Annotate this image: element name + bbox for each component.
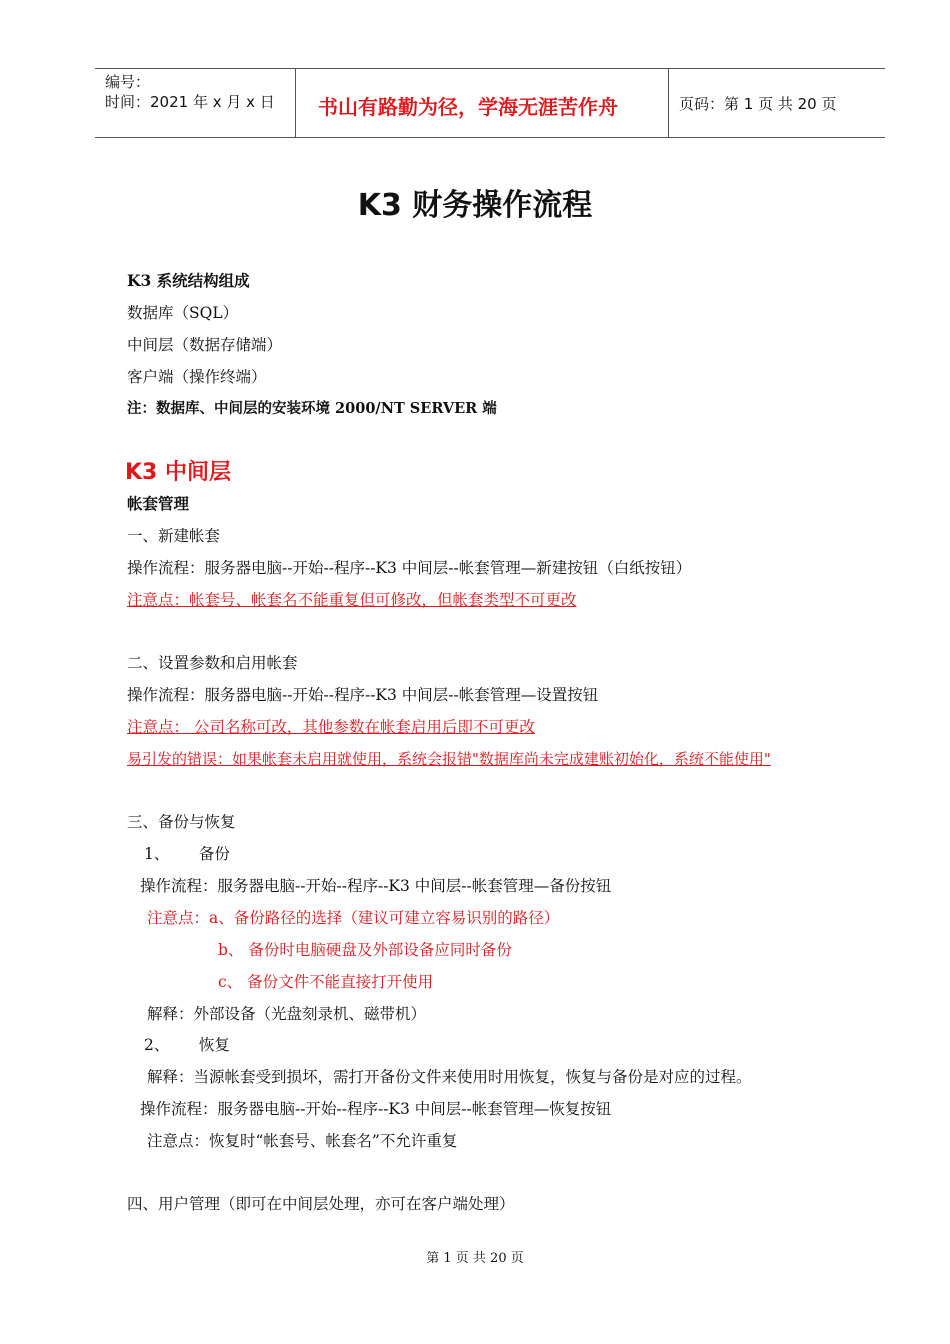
step-heading: 三、备份与恢复: [127, 813, 236, 831]
header-motto-cell: [296, 69, 669, 137]
intro-heading: K3 系统结构组成: [127, 271, 250, 290]
step-heading: 一、新建帐套: [127, 527, 221, 545]
step-heading: 二、设置参数和启用帐套: [127, 654, 298, 672]
procedure-line: 操作流程：服务器电脑--开始--程序--K3 中间层--帐套管理—恢复按钮: [140, 1100, 612, 1118]
page-footer: 第 1 页 共 20 页: [426, 1251, 524, 1266]
explanation-line: 解释：外部设备（光盘刻录机、磁带机）: [147, 1005, 427, 1023]
note-line: 注意点：帐套号、帐套名不能重复但可修改，但帐套类型不可更改: [127, 591, 577, 609]
sub-step: 2、 恢复: [144, 1036, 230, 1054]
procedure-line: 操作流程：服务器电脑--开始--程序--K3 中间层--帐套管理—新建按钮（白纸按钮）: [127, 559, 692, 577]
header-meta-cell: [95, 69, 296, 137]
sub-step: 1、 备份: [144, 845, 230, 863]
section-subheading: 帐套管理: [127, 494, 190, 513]
note-line: b、 备份时电脑硬盘及外部设备应同时备份: [218, 941, 512, 959]
page-header: [95, 68, 885, 138]
intro-note: 注：数据库、中间层的安装环境 2000/NT SERVER 端: [127, 400, 497, 417]
note-line: 注意点：a、备份路径的选择（建议可建立容易识别的路径）: [147, 909, 560, 927]
note-line: 注意点：恢复时“帐套号、帐套名”不允许重复: [147, 1132, 458, 1150]
intro-item: 中间层（数据存储端）: [127, 336, 283, 354]
document-title: K3 财务操作流程: [357, 188, 593, 223]
intro-item: 客户端（操作终端）: [127, 368, 267, 386]
section-heading: K3 中间层: [125, 460, 232, 485]
note-line: 注意点： 公司名称可改，其他参数在帐套启用后即不可更改: [127, 718, 535, 736]
header-motto: 书山有路勤为径，学海无涯苦作舟: [318, 95, 618, 119]
header-time: 时间：2021 年 x 月 x 日: [105, 93, 275, 111]
error-line: 易引发的错误：如果帐套未启用就使用，系统会报错"数据库尚未完成建账初始化，系统不能使用": [127, 750, 771, 768]
procedure-line: 操作流程：服务器电脑--开始--程序--K3 中间层--帐套管理—备份按钮: [140, 877, 612, 895]
intro-item: 数据库（SQL）: [127, 304, 239, 322]
step-heading: 四、用户管理（即可在中间层处理，亦可在客户端处理）: [127, 1195, 515, 1213]
header-number: 编号：: [105, 73, 151, 91]
explanation-line: 解释：当源帐套受到损坏，需打开备份文件来使用时用恢复，恢复与备份是对应的过程。: [147, 1068, 752, 1086]
procedure-line: 操作流程：服务器电脑--开始--程序--K3 中间层--帐套管理—设置按钮: [127, 686, 599, 704]
header-page-info: 页码：第 1 页 共 20 页: [679, 95, 837, 113]
note-line: c、 备份文件不能直接打开使用: [218, 973, 434, 991]
